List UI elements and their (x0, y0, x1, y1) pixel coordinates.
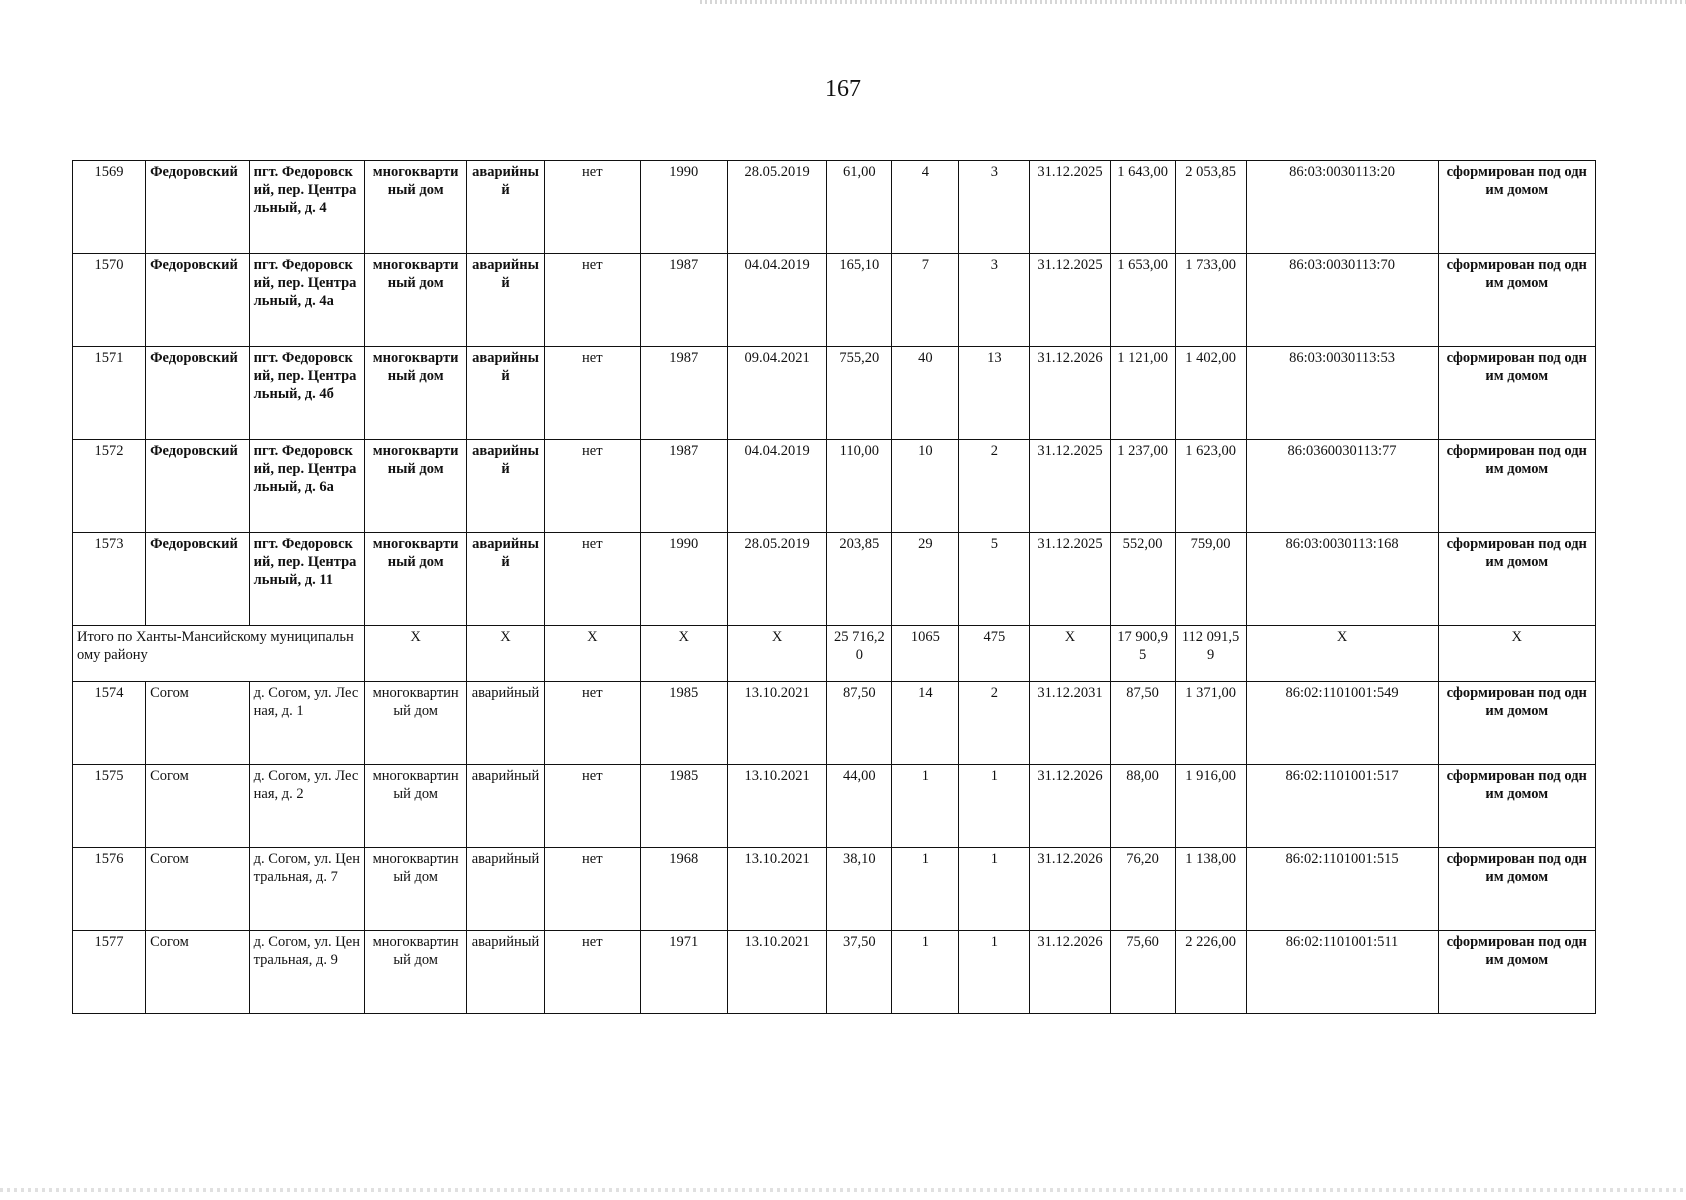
cell-land-area: 1 653,00 (1110, 254, 1175, 347)
cell-condition: аварийный (466, 533, 544, 626)
cell-condition: аварийный (466, 682, 544, 765)
cell-land-area: 552,00 (1110, 533, 1175, 626)
cell-year: 1968 (640, 848, 727, 931)
cell-date: 13.10.2021 (727, 682, 827, 765)
cell-settlement: Согом (146, 931, 250, 1014)
total-area: 25 716,20 (827, 626, 892, 682)
cell-area: 37,50 (827, 931, 892, 1014)
cell-area: 61,00 (827, 161, 892, 254)
cell-cadastral-number: 86:03:0030113:20 (1246, 161, 1438, 254)
cell-cadastral-number: 86:02:1101001:517 (1246, 765, 1438, 848)
cell-number: 1570 (73, 254, 146, 347)
cell-settlement: Согом (146, 765, 250, 848)
total-x-mark: Х (365, 626, 467, 682)
cell-units: 3 (959, 254, 1030, 347)
cell-settlement: Федоровский (146, 533, 250, 626)
total-x-mark: Х (640, 626, 727, 682)
cell-address: пгт. Федоровский, пер. Центральный, д. 4б (249, 347, 365, 440)
total-x-mark: Х (727, 626, 827, 682)
cell-cadastral-number: 86:03:0030113:53 (1246, 347, 1438, 440)
cell-address: д. Согом, ул. Центральная, д. 9 (249, 931, 365, 1014)
cell-date: 13.10.2021 (727, 931, 827, 1014)
cell-year: 1987 (640, 254, 727, 347)
cell-settlement: Федоровский (146, 254, 250, 347)
cell-address: д. Согом, ул. Лесная, д. 2 (249, 765, 365, 848)
cell-address: пгт. Федоровский, пер. Центральный, д. 4а (249, 254, 365, 347)
cell-units: 5 (959, 533, 1030, 626)
total-x-mark: Х (1246, 626, 1438, 682)
cell-building-type: многоквартиный дом (365, 254, 467, 347)
cell-cost: 1 916,00 (1175, 765, 1246, 848)
cell-area: 110,00 (827, 440, 892, 533)
cell-number: 1574 (73, 682, 146, 765)
table-row (73, 931, 1596, 1014)
cell-condition: аварийный (466, 440, 544, 533)
cell-land-area: 87,50 (1110, 682, 1175, 765)
cell-land-status: сформирован под одним домом (1438, 931, 1596, 1014)
cell-land-status: сформирован под одним домом (1438, 254, 1596, 347)
cell-units: 3 (959, 161, 1030, 254)
total-residents: 1065 (892, 626, 959, 682)
scan-artifact-top (700, 0, 1686, 4)
cell-land-status: сформирован под одним домом (1438, 161, 1596, 254)
cell-residents: 7 (892, 254, 959, 347)
cell-condition: аварийный (466, 254, 544, 347)
cell-number: 1572 (73, 440, 146, 533)
cell-residents: 1 (892, 931, 959, 1014)
cell-flag: нет (545, 848, 640, 931)
cell-land-area: 1 643,00 (1110, 161, 1175, 254)
cell-number: 1571 (73, 347, 146, 440)
cell-residents: 29 (892, 533, 959, 626)
cell-address: пгт. Федоровский, пер. Центральный, д. 11 (249, 533, 365, 626)
cell-date: 28.05.2019 (727, 533, 827, 626)
cell-year: 1987 (640, 440, 727, 533)
cell-area: 87,50 (827, 682, 892, 765)
cell-condition: аварийный (466, 347, 544, 440)
cell-area: 165,10 (827, 254, 892, 347)
cell-address: д. Согом, ул. Центральная, д. 7 (249, 848, 365, 931)
cell-land-area: 75,60 (1110, 931, 1175, 1014)
cell-flag: нет (545, 161, 640, 254)
cell-cadastral-number: 86:02:1101001:515 (1246, 848, 1438, 931)
cell-deadline: 31.12.2025 (1030, 440, 1110, 533)
cell-flag: нет (545, 765, 640, 848)
cell-building-type: многоквартиный дом (365, 682, 467, 765)
cell-building-type: многоквартиный дом (365, 848, 467, 931)
cell-settlement: Федоровский (146, 347, 250, 440)
cell-cost: 2 053,85 (1175, 161, 1246, 254)
cell-cost: 759,00 (1175, 533, 1246, 626)
cell-cost: 2 226,00 (1175, 931, 1246, 1014)
total-label: Итого по Ханты-Мансийскому муниципальному району (73, 626, 365, 682)
total-x-mark: Х (1030, 626, 1110, 682)
cell-number: 1573 (73, 533, 146, 626)
cell-year: 1985 (640, 765, 727, 848)
cell-cost: 1 733,00 (1175, 254, 1246, 347)
cell-area: 755,20 (827, 347, 892, 440)
cell-land-status: сформирован под одним домом (1438, 765, 1596, 848)
cell-building-type: многоквартиный дом (365, 161, 467, 254)
cell-deadline: 31.12.2025 (1030, 254, 1110, 347)
cell-land-status: сформирован под одним домом (1438, 682, 1596, 765)
cell-settlement: Федоровский (146, 440, 250, 533)
table-row (73, 161, 1596, 254)
cell-condition: аварийный (466, 161, 544, 254)
total-x-mark: Х (466, 626, 544, 682)
cell-cost: 1 402,00 (1175, 347, 1246, 440)
cell-area: 38,10 (827, 848, 892, 931)
cell-building-type: многоквартиный дом (365, 931, 467, 1014)
table-row (73, 848, 1596, 931)
cell-units: 2 (959, 440, 1030, 533)
cell-date: 04.04.2019 (727, 440, 827, 533)
cell-flag: нет (545, 347, 640, 440)
cell-land-status: сформирован под одним домом (1438, 848, 1596, 931)
cell-building-type: многоквартиный дом (365, 347, 467, 440)
cell-date: 13.10.2021 (727, 848, 827, 931)
cell-deadline: 31.12.2026 (1030, 931, 1110, 1014)
cell-flag: нет (545, 440, 640, 533)
cell-year: 1987 (640, 347, 727, 440)
cell-residents: 1 (892, 848, 959, 931)
total-cost: 112 091,59 (1175, 626, 1246, 682)
table-row (73, 533, 1596, 626)
cell-deadline: 31.12.2026 (1030, 848, 1110, 931)
cell-settlement: Согом (146, 682, 250, 765)
cell-year: 1985 (640, 682, 727, 765)
cell-address: пгт. Федоровский, пер. Центральный, д. 6а (249, 440, 365, 533)
cell-date: 13.10.2021 (727, 765, 827, 848)
cell-building-type: многоквартиный дом (365, 440, 467, 533)
cell-area: 44,00 (827, 765, 892, 848)
cell-residents: 40 (892, 347, 959, 440)
cell-cost: 1 371,00 (1175, 682, 1246, 765)
cell-settlement: Согом (146, 848, 250, 931)
cell-land-area: 1 237,00 (1110, 440, 1175, 533)
cell-flag: нет (545, 254, 640, 347)
cell-land-area: 76,20 (1110, 848, 1175, 931)
cell-area: 203,85 (827, 533, 892, 626)
total-land-area: 17 900,95 (1110, 626, 1175, 682)
cell-number: 1569 (73, 161, 146, 254)
cell-units: 13 (959, 347, 1030, 440)
cell-residents: 1 (892, 765, 959, 848)
cell-units: 1 (959, 848, 1030, 931)
cell-year: 1971 (640, 931, 727, 1014)
cell-land-area: 88,00 (1110, 765, 1175, 848)
cell-year: 1990 (640, 161, 727, 254)
scan-artifact-bottom (0, 1188, 1686, 1192)
cell-cadastral-number: 86:0360030113:77 (1246, 440, 1438, 533)
cell-year: 1990 (640, 533, 727, 626)
cell-deadline: 31.12.2026 (1030, 347, 1110, 440)
cell-units: 1 (959, 931, 1030, 1014)
cell-residents: 4 (892, 161, 959, 254)
table-row (73, 440, 1596, 533)
total-units: 475 (959, 626, 1030, 682)
page-number: 167 (825, 76, 861, 102)
cell-number: 1577 (73, 931, 146, 1014)
total-row (73, 626, 1596, 682)
cell-units: 1 (959, 765, 1030, 848)
cell-deadline: 31.12.2025 (1030, 533, 1110, 626)
cell-cadastral-number: 86:02:1101001:549 (1246, 682, 1438, 765)
cell-cadastral-number: 86:02:1101001:511 (1246, 931, 1438, 1014)
cell-flag: нет (545, 533, 640, 626)
cell-address: пгт. Федоровский, пер. Центральный, д. 4 (249, 161, 365, 254)
cell-cost: 1 623,00 (1175, 440, 1246, 533)
cell-address: д. Согом, ул. Лесная, д. 1 (249, 682, 365, 765)
cell-residents: 14 (892, 682, 959, 765)
cell-land-status: сформирован под одним домом (1438, 533, 1596, 626)
cell-building-type: многоквартиный дом (365, 765, 467, 848)
cell-condition: аварийный (466, 765, 544, 848)
cell-deadline: 31.12.2031 (1030, 682, 1110, 765)
cell-land-status: сформирован под одним домом (1438, 440, 1596, 533)
cell-land-status: сформирован под одним домом (1438, 347, 1596, 440)
cell-condition: аварийный (466, 848, 544, 931)
cell-deadline: 31.12.2025 (1030, 161, 1110, 254)
cell-units: 2 (959, 682, 1030, 765)
cell-cadastral-number: 86:03:0030113:70 (1246, 254, 1438, 347)
table-row (73, 254, 1596, 347)
cell-number: 1575 (73, 765, 146, 848)
housing-registry-table (72, 160, 1596, 1014)
cell-number: 1576 (73, 848, 146, 931)
cell-cadastral-number: 86:03:0030113:168 (1246, 533, 1438, 626)
cell-land-area: 1 121,00 (1110, 347, 1175, 440)
cell-cost: 1 138,00 (1175, 848, 1246, 931)
table-row (73, 765, 1596, 848)
cell-flag: нет (545, 682, 640, 765)
cell-building-type: многоквартиный дом (365, 533, 467, 626)
cell-residents: 10 (892, 440, 959, 533)
cell-flag: нет (545, 931, 640, 1014)
cell-deadline: 31.12.2026 (1030, 765, 1110, 848)
cell-condition: аварийный (466, 931, 544, 1014)
cell-date: 09.04.2021 (727, 347, 827, 440)
cell-date: 04.04.2019 (727, 254, 827, 347)
table-row (73, 347, 1596, 440)
cell-date: 28.05.2019 (727, 161, 827, 254)
table-row (73, 682, 1596, 765)
cell-settlement: Федоровский (146, 161, 250, 254)
total-x-mark: Х (545, 626, 640, 682)
total-x-mark: Х (1438, 626, 1596, 682)
